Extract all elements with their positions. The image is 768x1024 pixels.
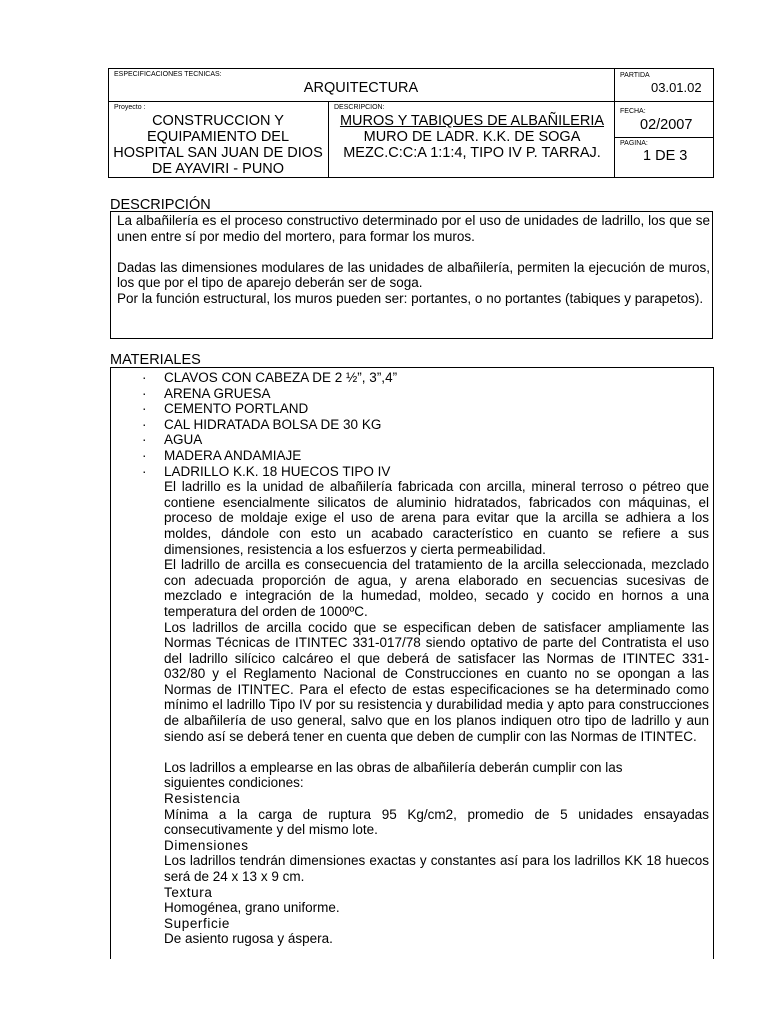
material-item: · ARENA GRUESA	[139, 386, 709, 402]
pagina-value: 1 DE 3	[643, 148, 688, 164]
material-item: · AGUA	[139, 432, 709, 448]
material-item: · LADRILLO K.K. 18 HUECOS TIPO IV	[139, 464, 709, 480]
descripcion-text	[117, 213, 710, 307]
dimensiones-title: Dimensiones	[164, 837, 249, 853]
textura-text: Homogénea, grano uniforme.	[164, 900, 340, 916]
proyecto-line: HOSPITAL SAN JUAN DE DIOS	[113, 145, 323, 161]
descripcion-paragraph: La albañilería es el proceso constructivo determinado por el uso de unidades de ladrillo, los que se unen entre sí por medio del mortero, para formar los muros.	[117, 213, 710, 244]
textura-title: Textura	[164, 884, 213, 900]
header-project-divider	[328, 101, 329, 178]
materiales-box-left	[110, 367, 111, 959]
proyecto-label: Proyecto :	[114, 104, 146, 111]
header-right-column-divider	[614, 68, 615, 178]
descripcion-paragraph: Dadas las dimensiones modulares de las unidades de albañilería, permiten la ejecución de muros, los que por el tipo de aparejo deberán ser de soga.	[117, 259, 710, 291]
header-mid-border	[108, 101, 714, 102]
fecha-value: 02/2007	[640, 117, 693, 133]
dimensiones-text: Los ladrillos tendrán dimensiones exactas y constantes así para los ladrillos KK 18 huecos será de 24 x 13 x 9 cm.	[164, 853, 709, 884]
materiales-box-right	[713, 367, 714, 959]
condiciones-line: siguientes condiciones:	[164, 775, 304, 791]
header-bottom-border	[108, 177, 714, 178]
descripcion-label: DESCRIPCION:	[334, 104, 385, 111]
header-right-border	[713, 68, 714, 178]
resistencia-text: Mínima a la carga de ruptura 95 Kg/cm2, promedio de 5 unidades ensayadas consecutivamente y del mismo lote.	[164, 806, 709, 838]
proyecto-value	[108, 113, 328, 177]
materiales-list	[139, 370, 709, 479]
materiales-content	[139, 370, 709, 947]
ladrillo-paragraph: El ladrillo de arcilla es consecuencia del tratamiento de la arcilla seleccionada, mezclado con adecuada proporción de agua, y arena elaborado en secuencias sucesivas de mezclado e integración de la humedad, moldeo, secado y cocido en hornos a una temperatura del orden de 1000ºC.	[164, 557, 709, 619]
descripcion-line: MURO DE LADR. K.K. DE SOGA	[363, 129, 581, 145]
proyecto-line: CONSTRUCCION Y	[152, 113, 284, 129]
ladrillo-description	[139, 479, 709, 947]
descripcion-paragraph: Por la función estructural, los muros pueden ser: portantes, o no portantes (tabiques y parapetos).	[117, 290, 704, 306]
superficie-text: De asiento rugosa y áspera.	[164, 931, 333, 947]
material-item: · MADERA ANDAMIAJE	[139, 448, 709, 464]
partida-label: PARTIDA	[620, 72, 650, 79]
condiciones-line: Los ladrillos a emplearse en las obras de albañilería deberán cumplir con las	[164, 759, 623, 775]
header-fecha-divider	[614, 137, 714, 138]
descripcion-line: MUROS Y TABIQUES DE ALBAÑILERIA	[339, 113, 605, 129]
material-item: · CLAVOS CON CABEZA DE 2 ½”, 3”,4”	[139, 370, 709, 386]
descripcion-box	[110, 211, 713, 339]
header-top-border	[108, 68, 714, 69]
partida-value: 03.01.02	[651, 80, 702, 95]
spec-value: ARQUITECTURA	[303, 80, 419, 96]
materiales-heading: MATERIALES	[110, 352, 201, 368]
materiales-box-top	[110, 367, 714, 368]
resistencia-title: Resistencia	[164, 791, 241, 807]
spec-label: ESPECIFICACIONES TECNICAS:	[114, 71, 222, 78]
pagina-label: PAGINA:	[620, 140, 648, 147]
descripcion-value	[330, 113, 614, 161]
material-item: · CEMENTO PORTLAND	[139, 401, 709, 417]
superficie-title: Superficie	[164, 915, 231, 931]
ladrillo-paragraph: Los ladrillos de arcilla cocido que se especifican deben de satisfacer ampliamente las Normas Técnicas de ITINTEC 331-017/78 siendo optativo de parte del Contratista el uso del ladrillo silícico calcáreo el que deberá de satisfacer las Normas de ITINTEC 331-032/80 y el Reglamento Nacional de Construcciones en cuanto no se opongan a las Normas de ITINTEC. Para el efecto de estas especificaciones se ha determinado como mínimo el ladrillo Tipo IV por su resistencia y durabilidad media y apto para construcciones de albañilería de uso general, salvo que en los planos indiquen otro tipo de ladrillo y aun siendo así se deberá tener en cuenta que deben de cumplir con las Normas de ITINTEC.	[164, 619, 709, 744]
proyecto-line: DE AYAVIRI - PUNO	[151, 161, 285, 177]
descripcion-heading: DESCRIPCIÓN	[110, 197, 211, 213]
descripcion-line: MEZC.C:C:A 1:1:4, TIPO IV P. TARRAJ.	[343, 145, 601, 161]
material-item: · CAL HIDRATADA BOLSA DE 30 KG	[139, 417, 709, 433]
fecha-label: FECHA:	[620, 108, 646, 115]
ladrillo-paragraph: El ladrillo es la unidad de albañilería fabricada con arcilla, mineral terroso o pétreo que contiene esencialmente silicatos de aluminio hidratados, fabricados con máquinas, el proceso de moldaje exige el uso de arena para evitar que la arcilla se adhiera a los moldes, dándole con esto un acabado característico en cuanto se refiere a sus dimensiones, resistencia a los esfuerzos y cierta permeabilidad.	[164, 479, 709, 557]
proyecto-line: EQUIPAMIENTO DEL	[146, 129, 290, 145]
